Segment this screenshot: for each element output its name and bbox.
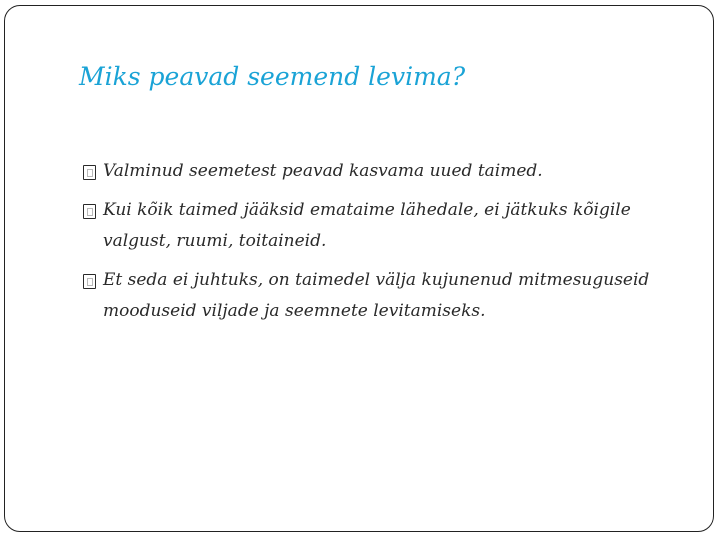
list-item <box>83 265 673 327</box>
list-item <box>83 156 673 187</box>
missing-glyph-box-icon <box>83 274 96 289</box>
missing-glyph-box-icon <box>83 204 96 219</box>
bullet-text: Valminud seemetest peavad kasvama uued taimed. <box>103 161 543 181</box>
bullet-text: Et seda ei juhtuks, on taimedel välja kujunenud mitmesuguseid mooduseid viljade ja seemnete levitamiseks. <box>103 270 650 321</box>
bullet-text: Kui kõik taimed jääksid emataime lähedale, ei jätkuks kõigile valgust, ruumi, toitaineid. <box>103 200 631 251</box>
slide <box>4 5 714 532</box>
missing-glyph-box-icon <box>83 165 96 180</box>
bullet-list <box>83 156 673 335</box>
slide-title: Miks peavad seemend levima? <box>79 62 466 91</box>
list-item <box>83 195 673 257</box>
